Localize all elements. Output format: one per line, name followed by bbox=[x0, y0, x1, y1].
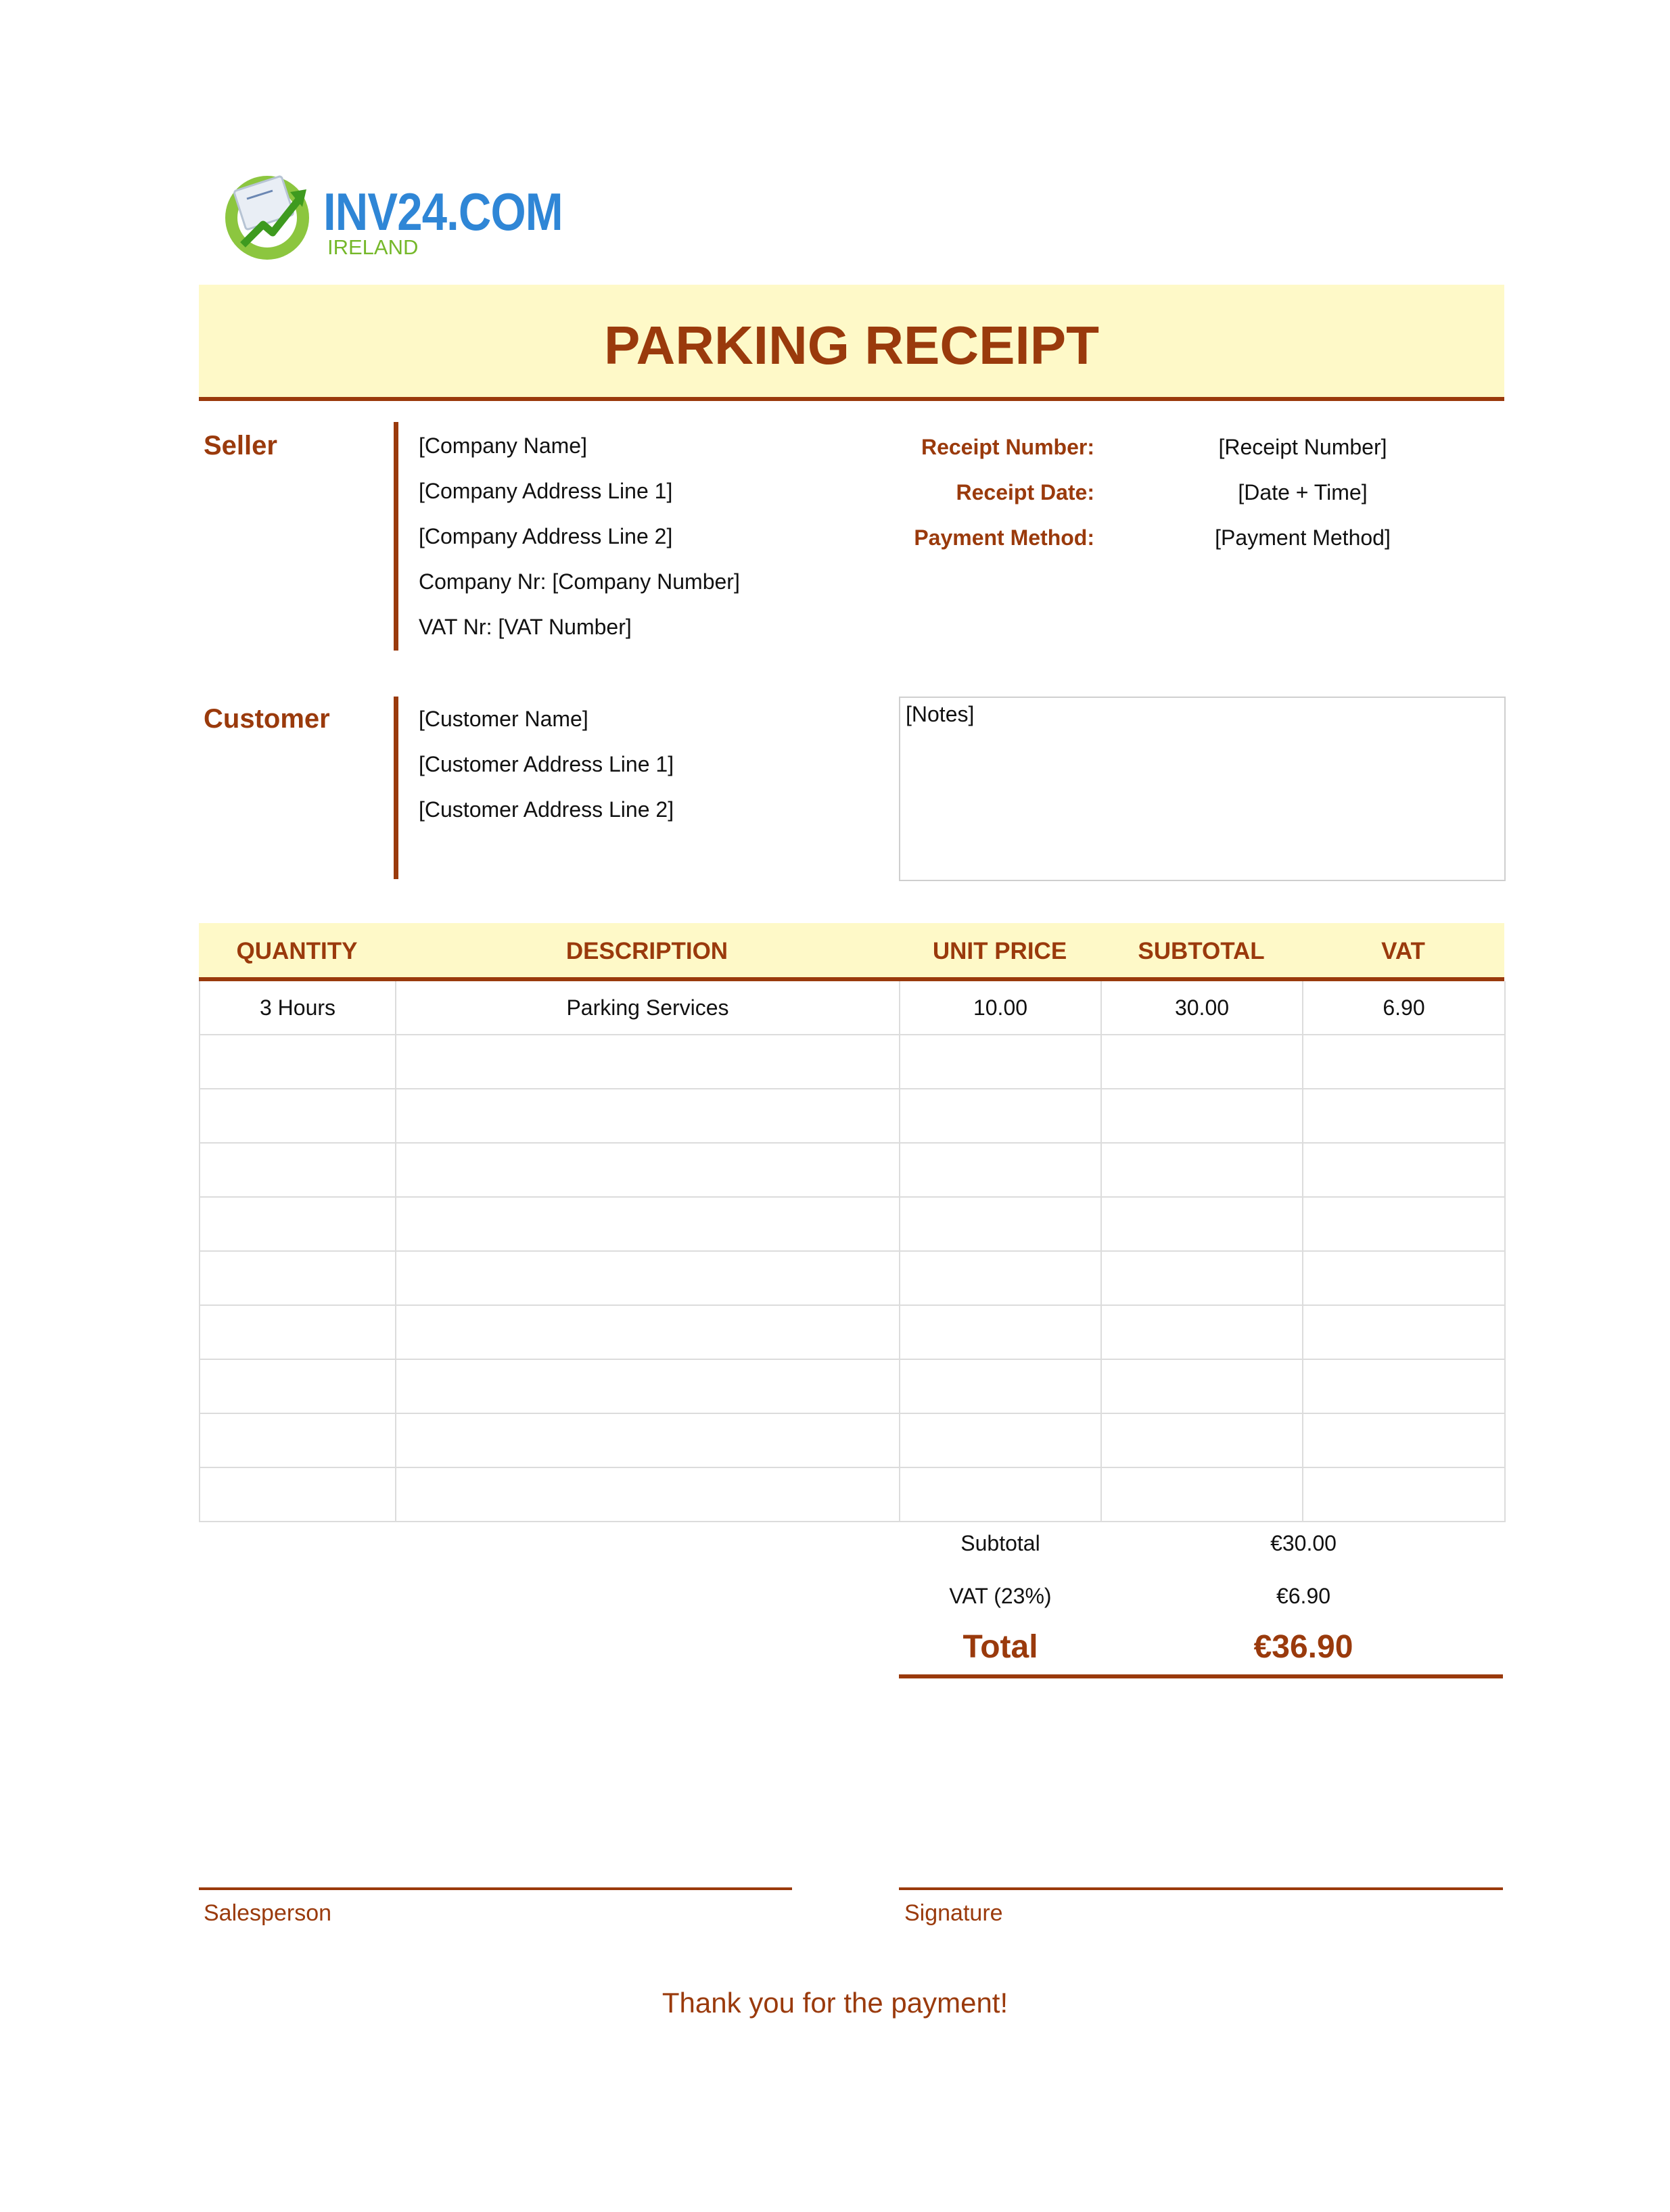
receipt-date-label: Receipt Date: bbox=[956, 480, 1094, 504]
receipt-number-value: [Receipt Number] bbox=[1218, 435, 1387, 459]
notes-text: [Notes] bbox=[906, 702, 975, 726]
table-row bbox=[199, 1035, 1506, 1089]
cell-description: Parking Services bbox=[396, 981, 900, 1034]
cell-vat bbox=[1303, 1198, 1504, 1250]
vat-label: VAT (23%) bbox=[949, 1584, 1052, 1608]
cell-quantity bbox=[200, 1089, 396, 1142]
salesperson-label: Salesperson bbox=[204, 1900, 332, 1926]
cell-vat bbox=[1303, 1306, 1504, 1359]
subtotal-label: Subtotal bbox=[960, 1531, 1040, 1555]
customer-name: [Customer Name] bbox=[419, 707, 588, 731]
cell-unit-price bbox=[900, 1306, 1102, 1359]
total-rule bbox=[899, 1674, 1503, 1678]
receipt-date-value: [Date + Time] bbox=[1238, 480, 1368, 504]
cell-subtotal bbox=[1102, 1360, 1303, 1413]
seller-company-name: [Company Name] bbox=[419, 433, 587, 458]
seller-vat-number: VAT Nr: [VAT Number] bbox=[419, 615, 632, 639]
cell-unit-price bbox=[900, 1360, 1102, 1413]
table-row bbox=[199, 1252, 1506, 1306]
cell-quantity: 3 Hours bbox=[200, 981, 396, 1034]
seller-address-1: [Company Address Line 1] bbox=[419, 479, 673, 503]
customer-divider bbox=[394, 697, 398, 879]
cell-subtotal bbox=[1102, 1198, 1303, 1250]
logo-mark-icon bbox=[220, 169, 315, 264]
cell-vat: 6.90 bbox=[1383, 995, 1425, 1020]
header-vat: VAT bbox=[1381, 938, 1425, 964]
cell-vat bbox=[1303, 1035, 1504, 1088]
seller-heading: Seller bbox=[204, 431, 277, 461]
table-row bbox=[199, 1089, 1506, 1144]
cell-quantity bbox=[200, 1035, 396, 1088]
cell-quantity bbox=[200, 1252, 396, 1304]
subtotal-value: €30.00 bbox=[1270, 1531, 1337, 1555]
cell-description bbox=[396, 1144, 900, 1196]
header-subtotal: SUBTOTAL bbox=[1138, 938, 1265, 964]
cell-vat bbox=[1303, 1252, 1504, 1304]
cell-unit-price bbox=[900, 1198, 1102, 1250]
cell-vat bbox=[1303, 1414, 1504, 1467]
cell-quantity bbox=[200, 1468, 396, 1521]
customer-heading: Customer bbox=[204, 704, 330, 734]
header-quantity: QUANTITY bbox=[236, 938, 358, 964]
table-row bbox=[199, 1468, 1506, 1522]
cell-quantity bbox=[200, 1198, 396, 1250]
customer-address-2: [Customer Address Line 2] bbox=[419, 797, 674, 822]
cell-description bbox=[396, 1252, 900, 1304]
vat-value: €6.90 bbox=[1276, 1584, 1331, 1608]
thank-you-message: Thank you for the payment! bbox=[662, 1987, 1008, 2019]
cell-unit-price bbox=[900, 1089, 1102, 1142]
page-title: PARKING RECEIPT bbox=[604, 315, 1099, 375]
cell-subtotal bbox=[1102, 1252, 1303, 1304]
cell-subtotal bbox=[1102, 1306, 1303, 1359]
cell-description bbox=[396, 1198, 900, 1250]
cell-quantity bbox=[200, 1360, 396, 1413]
signature-label: Signature bbox=[904, 1900, 1003, 1926]
cell-subtotal bbox=[1102, 1468, 1303, 1521]
cell-unit-price bbox=[900, 1414, 1102, 1467]
cell-quantity bbox=[200, 1144, 396, 1196]
cell-quantity bbox=[200, 1414, 396, 1467]
table-row bbox=[199, 1306, 1506, 1360]
cell-unit-price bbox=[900, 1468, 1102, 1521]
cell-unit-price bbox=[900, 1035, 1102, 1088]
cell-vat bbox=[1303, 1089, 1504, 1142]
cell-subtotal bbox=[1102, 1089, 1303, 1142]
header-description: DESCRIPTION bbox=[565, 938, 728, 964]
cell-description bbox=[396, 1360, 900, 1413]
cell-description bbox=[396, 1035, 900, 1088]
cell-quantity bbox=[200, 1306, 396, 1359]
cell-description bbox=[396, 1306, 900, 1359]
receipt-number-label: Receipt Number: bbox=[921, 435, 1094, 459]
cell-vat bbox=[1303, 1468, 1504, 1521]
payment-method-label: Payment Method: bbox=[914, 525, 1094, 550]
cell-unit-price bbox=[900, 1144, 1102, 1196]
cell-subtotal bbox=[1102, 1414, 1303, 1467]
table-row bbox=[199, 1198, 1506, 1252]
customer-address-1: [Customer Address Line 1] bbox=[419, 752, 674, 776]
total-value: €36.90 bbox=[1253, 1629, 1353, 1665]
header-unit-price: UNIT PRICE bbox=[932, 938, 1067, 964]
payment-method-value: [Payment Method] bbox=[1215, 525, 1391, 550]
total-label: Total bbox=[962, 1629, 1038, 1665]
brand-name: INV24.COM bbox=[323, 182, 563, 241]
cell-description bbox=[396, 1414, 900, 1467]
cell-description bbox=[396, 1468, 900, 1521]
cell-vat bbox=[1303, 1144, 1504, 1196]
seller-address-2: [Company Address Line 2] bbox=[419, 524, 673, 548]
table-row bbox=[199, 1360, 1506, 1414]
cell-subtotal bbox=[1102, 1144, 1303, 1196]
cell-vat bbox=[1303, 1360, 1504, 1413]
cell-unit-price bbox=[900, 1252, 1102, 1304]
table-row bbox=[199, 981, 1506, 1035]
table-header bbox=[199, 923, 1504, 981]
cell-description bbox=[396, 1089, 900, 1142]
notes-box bbox=[899, 697, 1506, 881]
seller-company-number: Company Nr: [Company Number] bbox=[419, 569, 740, 594]
title-band bbox=[199, 285, 1504, 401]
seller-divider bbox=[394, 422, 398, 651]
signature-line bbox=[899, 1887, 1503, 1890]
salesperson-line bbox=[199, 1887, 792, 1890]
table-row bbox=[199, 1414, 1506, 1468]
cell-subtotal bbox=[1102, 1035, 1303, 1088]
cell-subtotal: 30.00 bbox=[1102, 981, 1303, 1034]
brand-country: IRELAND bbox=[327, 235, 419, 259]
cell-unit-price: 10.00 bbox=[900, 981, 1102, 1034]
table-row bbox=[199, 1144, 1506, 1198]
